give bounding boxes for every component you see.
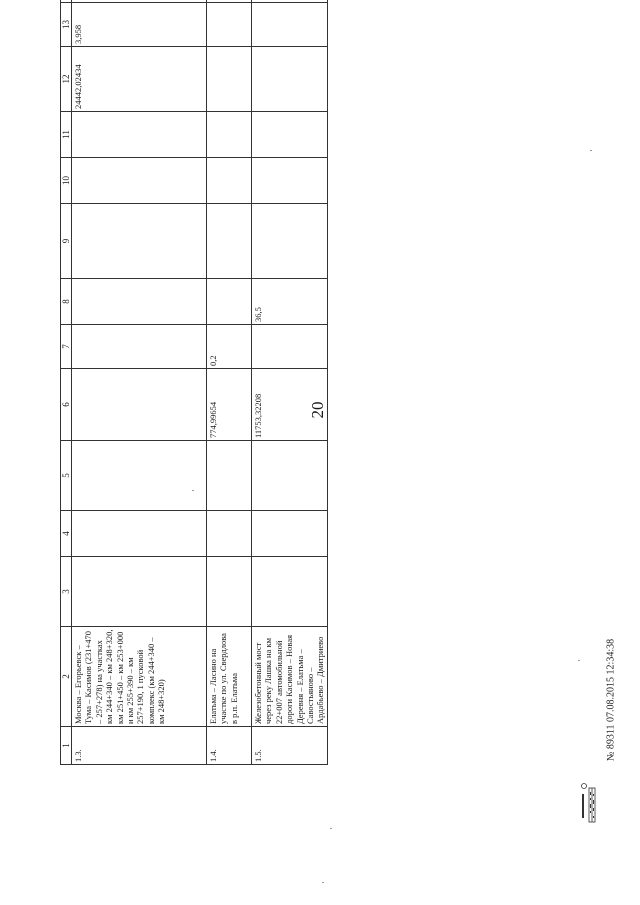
table-cell: 774,99654 (207, 369, 252, 441)
table-cell (72, 441, 207, 511)
table-cell (72, 511, 207, 557)
table-cell (72, 369, 207, 441)
table-row (207, 0, 252, 765)
scan-artifact (578, 660, 580, 661)
scan-artifact (590, 150, 592, 151)
table-cell (207, 3, 252, 47)
table-cell (207, 557, 252, 627)
column-number-row (61, 0, 72, 765)
column-header: 8 (61, 279, 72, 325)
data-table (60, 0, 328, 765)
table-row (252, 0, 328, 765)
column-header: 9 (61, 204, 72, 279)
stamp-logo (580, 780, 598, 830)
column-header: 11 (61, 112, 72, 158)
stamp-registration-text: № 89311 07.08.2015 12:34:38 (605, 638, 617, 762)
rotated-table-container (60, 20, 326, 765)
table-cell: Москва – Егорьевск – Тума – Касимов (231+470 – 257+278) на участках км 244+340 – км 248+320, км 251+450 – км 253+000 и км 255+390 – км 257+190, 1 пусковой комплекс (км 244+340 – км 248+320) (72, 627, 207, 727)
column-header: 10 (61, 158, 72, 204)
table-cell (72, 204, 207, 279)
table-cell: 0,2 (207, 325, 252, 369)
scan-artifact (192, 490, 194, 491)
table-cell (252, 511, 328, 557)
column-header: 12 (61, 47, 72, 112)
table-cell (207, 47, 252, 112)
table-cell: Железобетонный мост через реку Лашка на км 22+007 автомобильной дороги Касимов – Новая Деревня – Елатьма – Савостьяново – Ардабьево – Дмитриево (252, 627, 328, 727)
table-cell (207, 441, 252, 511)
column-header: 7 (61, 325, 72, 369)
table-cell (207, 204, 252, 279)
table-cell: Елатьма – Ласино на участке по ул. Свердлова в р.п. Елатьма (207, 627, 252, 727)
table-cell (252, 112, 328, 158)
column-header (61, 0, 72, 3)
table-cell (252, 325, 328, 369)
table-cell (252, 204, 328, 279)
table-cell (207, 112, 252, 158)
table-cell (72, 557, 207, 627)
column-header: 1 (61, 727, 72, 765)
column-header: 2 (61, 627, 72, 727)
page-number: 20 (308, 401, 327, 419)
table-cell (207, 158, 252, 204)
table-cell (72, 325, 207, 369)
column-header: 6 (61, 369, 72, 441)
table-cell (252, 3, 328, 47)
column-header: 3 (61, 557, 72, 627)
table-cell (72, 112, 207, 158)
column-header: 5 (61, 441, 72, 511)
table-cell: 36,5 (252, 279, 328, 325)
table-cell (207, 0, 252, 3)
scan-artifact (330, 828, 332, 829)
table-row (72, 0, 207, 765)
table-cell (252, 441, 328, 511)
table-cell: 1.5. (252, 727, 328, 765)
table-cell (207, 511, 252, 557)
table-cell (252, 47, 328, 112)
table-cell: 11753,32208 (252, 369, 328, 441)
table-cell: 1.4. (207, 727, 252, 765)
table-cell (252, 557, 328, 627)
table-cell (72, 279, 207, 325)
table-cell (72, 158, 207, 204)
column-header: 4 (61, 511, 72, 557)
table-cell: 1.3. (72, 727, 207, 765)
scan-artifact (322, 882, 324, 883)
table-cell (207, 279, 252, 325)
table-cell: 24442,02434 (72, 47, 207, 112)
table-cell (252, 0, 328, 3)
table-cell (252, 158, 328, 204)
column-header: 13 (61, 3, 72, 47)
table-cell: 3,958 (72, 3, 207, 47)
table-cell (72, 0, 207, 3)
